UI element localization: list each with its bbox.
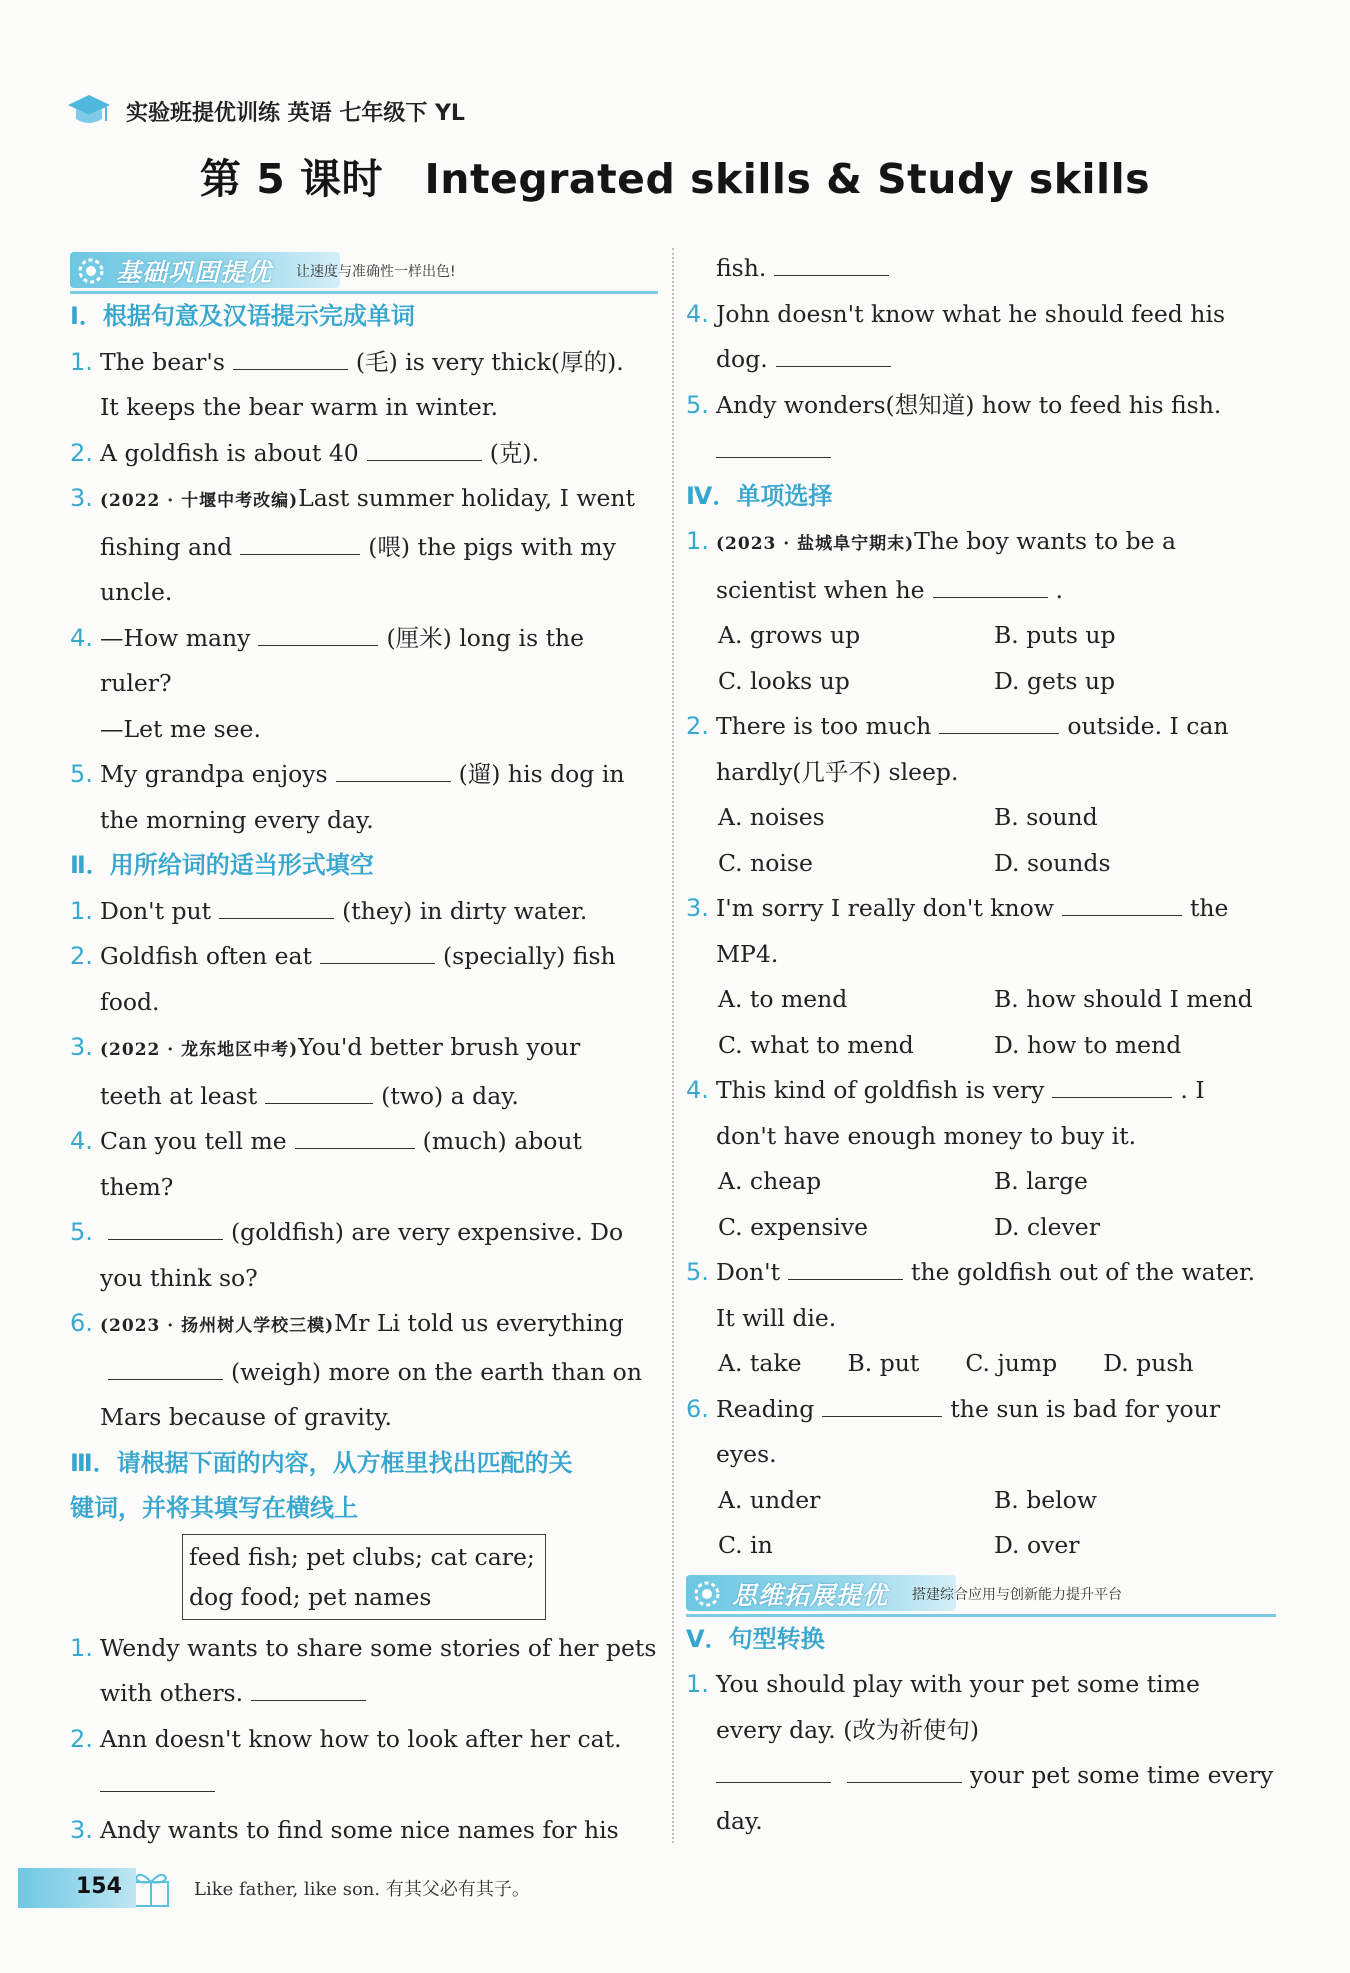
question: [70, 1119, 658, 1165]
answer-blank[interactable]: [933, 596, 1048, 598]
question: [70, 1210, 658, 1256]
answer-blank[interactable]: [265, 1102, 373, 1104]
question-number: 5.: [70, 760, 93, 788]
question-line: [686, 428, 1276, 474]
options-row: [686, 1023, 1276, 1069]
question-text: Goldfish often eat: [100, 942, 312, 970]
right-column: [686, 246, 1276, 1844]
word-box-line: feed fish; pet clubs; cat care;: [189, 1542, 535, 1571]
option[interactable]: A. cheap: [718, 1167, 822, 1195]
question-text: you think so?: [100, 1263, 258, 1292]
question-text: —How many: [100, 623, 251, 652]
option[interactable]: D. clever: [994, 1212, 1100, 1241]
question-number: 6.: [686, 1394, 709, 1423]
question: [70, 752, 658, 798]
option[interactable]: D. push: [1103, 1349, 1194, 1377]
question-text: day.: [716, 1806, 763, 1835]
question-text: Mars because of gravity.: [100, 1403, 392, 1431]
question-text: MP4.: [716, 939, 779, 968]
options-row: [686, 1523, 1276, 1569]
question-text: My grandpa enjoys: [100, 760, 328, 788]
question-source: (2022 · 十堰中考改编): [100, 491, 299, 511]
question-text: (喂) the pigs with my: [368, 532, 616, 561]
option[interactable]: A. grows up: [718, 621, 861, 649]
question: [70, 431, 658, 477]
section-heading: Ⅳ．单项选择: [686, 481, 833, 510]
section-heading: 键词，并将其填写在横线上: [70, 1494, 358, 1522]
question-text: This kind of goldfish is very: [716, 1076, 1045, 1104]
question-text: outside. I can: [1067, 712, 1229, 740]
question-line: [70, 1350, 658, 1396]
options-row: [686, 841, 1276, 887]
question-number: 1.: [70, 1633, 93, 1662]
question: [686, 383, 1276, 429]
question-number: 3.: [70, 484, 93, 512]
question: [70, 1717, 658, 1763]
answer-blank[interactable]: [1052, 1096, 1172, 1098]
options-row: [686, 1205, 1276, 1251]
question-number: 2.: [70, 942, 93, 970]
question: [686, 1387, 1276, 1433]
question-text: every day. (改为祈使句): [716, 1715, 980, 1744]
question-number: 1.: [70, 347, 93, 376]
header-text: 实验班提优训练 英语 七年级下 YL: [126, 100, 465, 126]
question-text: them?: [100, 1172, 174, 1201]
question-line: scientist when he .: [716, 575, 1064, 604]
option[interactable]: A. noises: [718, 803, 825, 831]
question-number: 1.: [686, 1670, 709, 1698]
question: [70, 476, 658, 525]
question-number: 5.: [686, 1258, 709, 1286]
question-text: hardly(几乎不) sleep.: [716, 757, 959, 786]
question-text: Last summer holiday, I went: [298, 484, 635, 512]
footer: [18, 1864, 530, 1912]
question: [686, 292, 1276, 338]
header: [66, 86, 465, 136]
question-text: fishing and: [100, 532, 233, 561]
question: [70, 616, 658, 662]
question-text: Don't: [716, 1258, 781, 1286]
question: [686, 1662, 1276, 1708]
question: [686, 1250, 1276, 1296]
banner-subtitle: 搭建综合应用与创新能力提升平台: [912, 1586, 1123, 1603]
question-number: 3.: [686, 894, 709, 922]
question-text: food.: [100, 987, 160, 1016]
answer-blank[interactable]: [240, 553, 360, 555]
question-text: fish.: [716, 254, 767, 282]
answer-blank[interactable]: [1062, 914, 1182, 916]
question: [70, 340, 658, 386]
question-text: dog.: [716, 345, 768, 373]
section-heading: Ⅰ．根据句意及汉语提示完成单词: [70, 302, 415, 330]
question-text: (weigh) more on the earth than on: [231, 1357, 642, 1386]
section-heading: Ⅲ．请根据下面的内容，从方框里找出匹配的关: [70, 1448, 573, 1477]
lesson-title: 第 5 课时 Integrated skills & Study skills: [199, 155, 1151, 203]
question: [686, 1068, 1276, 1114]
question: [70, 1808, 658, 1854]
options-row: [686, 1478, 1276, 1524]
question-text: (two) a day.: [381, 1081, 519, 1110]
question: [70, 1301, 658, 1350]
question-text: with others.: [100, 1679, 244, 1707]
question-line: [686, 1753, 1276, 1799]
answer-blank[interactable]: [320, 962, 435, 964]
graduation-cap-icon: [66, 91, 112, 131]
option[interactable]: B. sound: [994, 803, 1098, 831]
question-text: (遛) his dog in: [458, 760, 625, 788]
answer-blank[interactable]: [108, 1378, 223, 1380]
question: [70, 1025, 658, 1074]
answer-blank[interactable]: [100, 1790, 215, 1792]
question-text: John doesn't know what he should feed his: [716, 299, 1226, 328]
question-number: 6.: [70, 1309, 93, 1337]
question-line: [70, 1074, 658, 1120]
banner-subtitle: 让速度与准确性一样出色!: [296, 264, 456, 280]
question-number: 4.: [686, 299, 709, 328]
question-number: 5.: [70, 1218, 93, 1246]
question-line: [70, 1762, 658, 1808]
question-source: (2022 · 龙东地区中考): [100, 1040, 299, 1060]
question-number: 1.: [686, 527, 709, 555]
question-text: The bear's: [100, 347, 225, 376]
option[interactable]: D. sounds: [994, 848, 1111, 877]
answer-blank[interactable]: [788, 1278, 903, 1280]
question-text: A goldfish is about 40: [100, 438, 359, 467]
option[interactable]: D. how to mend: [994, 1030, 1182, 1059]
options-row: [686, 1341, 1276, 1387]
question-source: (2023 · 扬州树人学校三模): [100, 1316, 335, 1336]
answer-blank[interactable]: [716, 456, 831, 458]
question-text: scientist when he: [716, 575, 925, 604]
question-text: The boy wants to be a: [914, 527, 1177, 555]
basic-banner: [70, 248, 658, 294]
question-line: [686, 246, 1276, 292]
question: [70, 934, 658, 980]
question-text: don't have enough money to buy it.: [716, 1121, 1137, 1150]
question-text: (much) about: [422, 1127, 582, 1155]
question: [70, 889, 658, 935]
question-number: 4.: [70, 1127, 93, 1155]
question-number: 4.: [70, 623, 93, 652]
question-text: eyes.: [716, 1440, 777, 1468]
options-row: [686, 613, 1276, 659]
option[interactable]: A. to mend: [718, 985, 848, 1013]
question-text: You'd better brush your: [298, 1033, 581, 1061]
options-row: [686, 977, 1276, 1023]
question-text: (厘米) long is the: [386, 623, 585, 652]
option[interactable]: C. jump: [965, 1349, 1058, 1377]
question-line: [70, 1671, 658, 1717]
option[interactable]: A. under: [718, 1485, 821, 1514]
answer-blank[interactable]: [939, 732, 1059, 734]
question-text: Can you tell me: [100, 1127, 287, 1155]
question-text: Wendy wants to share some stories of her pets: [100, 1633, 657, 1662]
question-text: It keeps the bear warm in winter.: [100, 393, 498, 421]
footer-motto: Like father, like son. 有其父必有其子。: [194, 1879, 530, 1900]
options-row: [686, 795, 1276, 841]
option[interactable]: B. how should I mend: [994, 985, 1253, 1013]
question-text: uncle.: [100, 578, 173, 606]
question-text: Reading: [716, 1394, 815, 1423]
question-text: ruler?: [100, 669, 172, 697]
question-number: 5.: [686, 390, 709, 419]
question: [70, 1626, 658, 1672]
answer-blank[interactable]: [258, 644, 378, 646]
question-text: your pet some time every: [970, 1761, 1274, 1789]
options-row: [686, 1159, 1276, 1205]
answer-blank[interactable]: [776, 365, 891, 367]
option[interactable]: C. what to mend: [718, 1030, 914, 1059]
question-number: 2.: [70, 1724, 93, 1753]
options-row: [686, 659, 1276, 705]
option[interactable]: A. take: [718, 1349, 802, 1377]
question-text: (毛) is very thick(厚的).: [355, 347, 624, 376]
question-line: [70, 525, 658, 571]
question-text: the morning every day.: [100, 805, 374, 834]
option[interactable]: B. puts up: [994, 621, 1116, 649]
option[interactable]: B. large: [994, 1167, 1088, 1195]
question-text: Andy wants to find some nice names for his: [100, 1815, 619, 1844]
question-text: the: [1189, 894, 1229, 922]
question-text: the sun is bad for your: [950, 1394, 1221, 1423]
question-text: teeth at least: [100, 1081, 258, 1110]
answer-blank[interactable]: [716, 1781, 831, 1783]
banner-title: 思维拓展提优: [732, 1580, 889, 1610]
gear-icon: [692, 1579, 722, 1609]
answer-blank[interactable]: [822, 1415, 942, 1417]
option[interactable]: B. put: [847, 1349, 920, 1377]
answer-blank[interactable]: [367, 459, 482, 461]
option[interactable]: C. noise: [718, 848, 813, 877]
question-number: 2.: [686, 712, 709, 740]
option[interactable]: D. over: [994, 1531, 1080, 1559]
answer-blank[interactable]: [251, 1699, 366, 1701]
left-column: [70, 246, 658, 1853]
column-divider: [672, 248, 674, 1843]
answer-blank[interactable]: [233, 368, 348, 370]
section-heading: Ⅴ．句型转换: [686, 1624, 825, 1653]
answer-blank[interactable]: [295, 1147, 415, 1149]
question-source: (2023 · 盐城阜宁期末): [716, 534, 915, 554]
option[interactable]: C. looks up: [718, 666, 850, 695]
word-box: [182, 1534, 546, 1620]
question-text: (they) in dirty water.: [342, 896, 588, 925]
question: [686, 886, 1276, 932]
gear-icon: [76, 256, 106, 286]
question-text: (goldfish) are very expensive. Do: [231, 1218, 624, 1246]
question-text: You should play with your pet some time: [716, 1670, 1200, 1698]
question-text: —Let me see.: [100, 714, 261, 743]
question-number: 1.: [70, 896, 93, 925]
question-text: There is too much: [716, 712, 932, 740]
answer-blank[interactable]: [847, 1781, 962, 1783]
option[interactable]: D. gets up: [994, 666, 1116, 695]
question-text: Andy wonders(想知道) how to feed his fish.: [716, 390, 1222, 419]
thinking-banner: [686, 1571, 1276, 1617]
question-number: 2.: [70, 438, 93, 467]
section-heading: Ⅱ．用所给词的适当形式填空: [70, 851, 374, 879]
option[interactable]: B. below: [994, 1485, 1097, 1514]
option[interactable]: C. in: [718, 1531, 773, 1559]
answer-blank[interactable]: [219, 917, 334, 919]
question: [686, 704, 1276, 750]
banner-title: 基础巩固提优: [116, 258, 273, 287]
answer-blank[interactable]: [774, 274, 889, 276]
question-text: Mr Li told us everything: [334, 1309, 624, 1337]
question-text: the goldfish out of the water.: [911, 1258, 1256, 1286]
question-number: 4.: [686, 1076, 709, 1104]
question-text: (specially) fish: [442, 942, 616, 970]
question-text: Don't put: [100, 896, 212, 925]
question: [686, 519, 1276, 568]
answer-blank[interactable]: [336, 780, 451, 782]
answer-blank[interactable]: [108, 1238, 223, 1240]
question-text: . I: [1180, 1076, 1205, 1104]
question-text: It will die.: [716, 1303, 837, 1332]
question-text: Ann doesn't know how to look after her cat.: [100, 1724, 622, 1753]
question-text: (克).: [489, 438, 540, 467]
word-box-line: dog food; pet names: [189, 1582, 432, 1611]
question-number: 3.: [70, 1033, 93, 1061]
page-number: 154: [76, 1874, 122, 1899]
question-number: 3.: [70, 1815, 93, 1844]
option[interactable]: C. expensive: [718, 1212, 869, 1241]
question-text: I'm sorry I really don't know: [716, 894, 1054, 922]
question-line: [686, 337, 1276, 383]
page-number-tab: [18, 1868, 136, 1908]
